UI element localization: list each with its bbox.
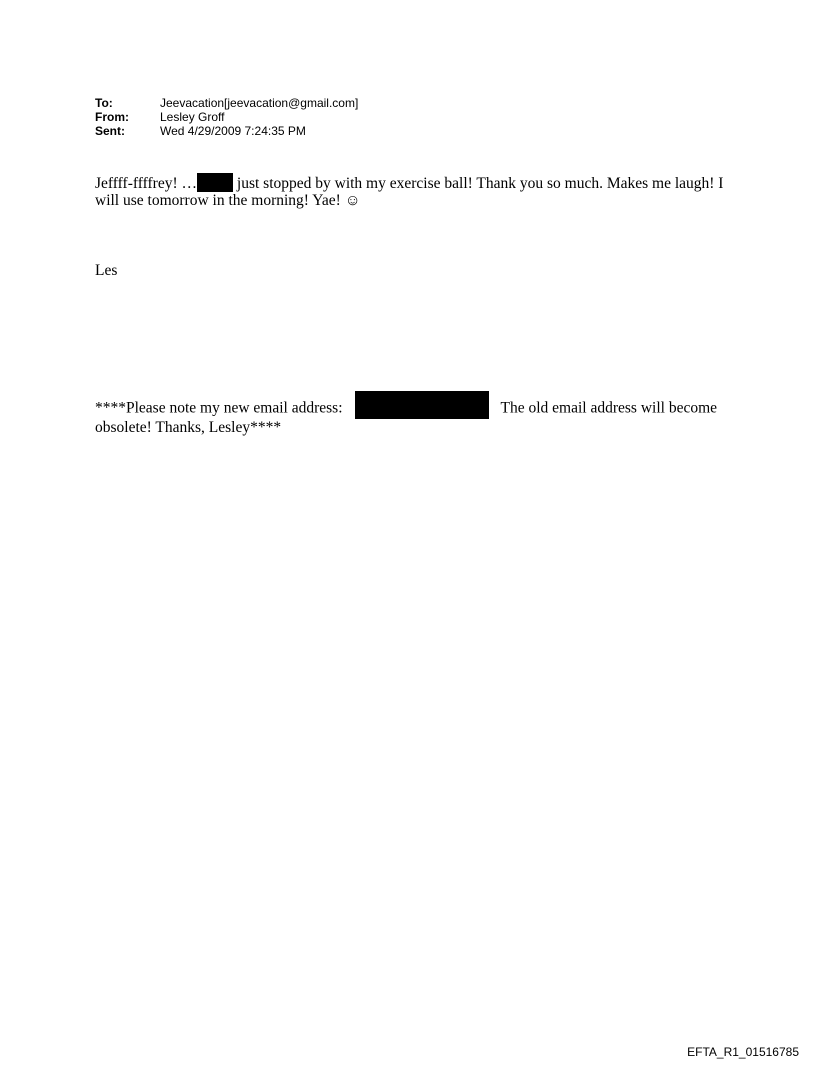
redaction-box bbox=[355, 391, 489, 419]
email-header bbox=[95, 96, 358, 138]
greeting-text: Jeffff-ffffrey! … bbox=[95, 175, 198, 192]
address-notice bbox=[95, 399, 755, 436]
from-label: From: bbox=[95, 110, 129, 124]
notice-end-text: The old email address will become obsolete! Thanks, Lesley**** bbox=[95, 399, 718, 436]
sent-value: Wed 4/29/2009 7:24:35 PM bbox=[160, 124, 306, 138]
redaction-box bbox=[197, 173, 233, 192]
from-row bbox=[95, 110, 358, 124]
to-row bbox=[95, 96, 358, 110]
document-id: EFTA_R1_01516785 bbox=[687, 1045, 799, 1059]
notice-start-text: ****Please note my new email address: bbox=[95, 399, 343, 417]
sent-row bbox=[95, 124, 358, 138]
signoff: Les bbox=[95, 262, 118, 279]
sent-label: Sent: bbox=[95, 124, 125, 138]
message-paragraph bbox=[95, 175, 735, 209]
message-text: just stopped by with my exercise ball! Thank you so much. Makes me laugh! I will use tomorrow in the morning! Yae! ☺ bbox=[95, 175, 724, 210]
to-value: Jeevacation[jeevacation@gmail.com] bbox=[160, 96, 359, 110]
from-value: Lesley Groff bbox=[160, 110, 225, 124]
to-label: To: bbox=[95, 96, 113, 110]
